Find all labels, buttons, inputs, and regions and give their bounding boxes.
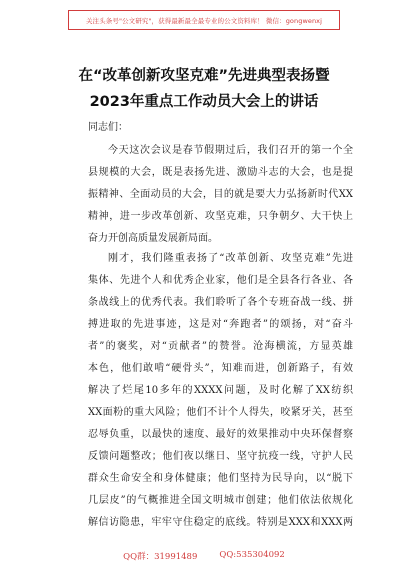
paragraph-line: 奋力开创高质量发展新局面。	[88, 233, 218, 244]
paragraph-line: 忍辱负重，以最快的速度、最好的效果推动中央环保督察	[88, 429, 353, 440]
paragraph-line: 几层皮”的气概推进全国文明城市创建；他们依法依规化	[88, 495, 353, 506]
paragraph-line: 振精神、全面动员的大会，目的就是要大力弘扬新时代XX	[88, 189, 353, 200]
paragraph-line: XX面粉的重大风险；他们不计个人得失，咬紧牙关，甚至	[88, 407, 353, 418]
footer-qq: QQ:535304092	[219, 550, 285, 560]
paragraph-1	[88, 140, 353, 250]
paragraph-line: 反馈问题整改；他们夜以继日、坚守抗疫一线，守护人民	[88, 451, 353, 462]
document-title-line-2: 2023年重点工作动员大会上的讲话	[89, 94, 319, 110]
paragraph-line: 县规模的大会，既是表扬先进、激励斗志的大会，也是提	[88, 167, 353, 178]
paragraph-line: 群众生命安全和身体健康；他们坚持为民导向，以“脱下	[88, 473, 353, 484]
salutation-block	[88, 117, 353, 139]
page-footer	[0, 550, 408, 562]
promo-banner: 关注头条号"公文研究"，获得最新最全最专业的公文资料库！ 微信：gongwenxj	[68, 10, 340, 30]
paragraph-line: 解信访隐患，牢牢守住稳定的底线。特别是XXX和XXX两	[88, 517, 353, 528]
paragraph-line: 精神，进一步改革创新、攻坚克难，只争朝夕、大干快上	[88, 211, 353, 222]
paragraph-2	[88, 248, 353, 534]
paragraph-line: 搏进取的先进事迹，这是对“奔跑者”的颂扬，对“奋斗	[88, 319, 353, 330]
paragraph-line: 条战线上的优秀代表。我们聆听了各个专班奋战一线、拼	[88, 297, 353, 308]
paragraph-line: 者”的褒奖，对“贡献者”的赞誉。沧海横流，方显英雄	[88, 341, 353, 352]
document-title-line-1: 在“改革创新攻坚克难”先进典型表扬暨	[78, 68, 330, 84]
paragraph-line: 本色，他们敢啃“硬骨头”，知难而进，创新路子，有效	[88, 363, 353, 374]
footer-qq-group: QQ群：31991489	[123, 552, 198, 562]
paragraph-line: 今天这次会议是春节假期过后，我们召开的第一个全	[108, 145, 353, 156]
paragraph-line: 刚才，我们隆重表扬了“改革创新、攻坚克难”先进	[108, 253, 353, 264]
salutation: 同志们：	[88, 122, 128, 133]
paragraph-line: 集体、先进个人和优秀企业家，他们是全县各行各业、各	[88, 275, 353, 286]
paragraph-line: 解决了烂尾10多年的XXXX问题，及时化解了XX纺织	[88, 385, 353, 396]
